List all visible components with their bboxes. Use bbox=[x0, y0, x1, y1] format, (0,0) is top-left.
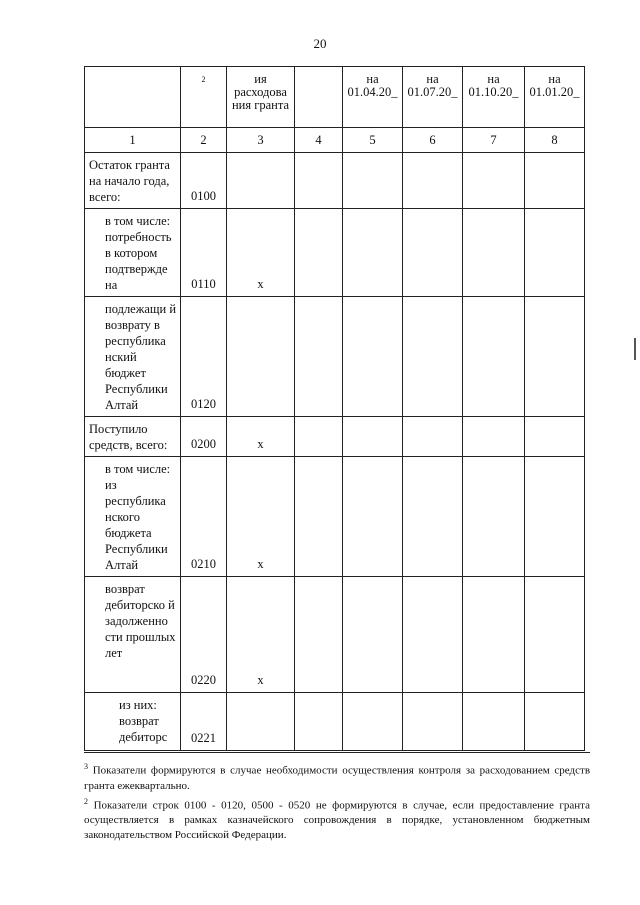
table-row bbox=[85, 209, 585, 297]
header-cell-7: на 01.10.20_ bbox=[463, 67, 525, 128]
cell bbox=[343, 693, 403, 751]
row-mark: х bbox=[227, 209, 295, 297]
cell bbox=[463, 417, 525, 457]
row-code: 0210 bbox=[181, 457, 227, 577]
header-cell-4 bbox=[295, 67, 343, 128]
table-row bbox=[85, 457, 585, 577]
row-mark: х bbox=[227, 577, 295, 693]
footnotes bbox=[84, 752, 590, 843]
row-label: из них: возврат дебиторс bbox=[85, 693, 181, 751]
row-code: 0120 bbox=[181, 297, 227, 417]
row-code: 0220 bbox=[181, 577, 227, 693]
cell bbox=[295, 153, 343, 209]
cell bbox=[525, 457, 585, 577]
cell bbox=[343, 417, 403, 457]
cell bbox=[525, 577, 585, 693]
header-cell-8: на 01.01.20_ bbox=[525, 67, 585, 128]
cell bbox=[525, 153, 585, 209]
header-cell-2 bbox=[181, 67, 227, 128]
cell bbox=[343, 297, 403, 417]
row-code: 0221 bbox=[181, 693, 227, 751]
scan-edge-mark bbox=[634, 338, 636, 360]
column-number: 3 bbox=[227, 128, 295, 153]
cell bbox=[525, 417, 585, 457]
footnote-3-mark: 3 bbox=[84, 762, 88, 771]
cell bbox=[295, 209, 343, 297]
row-code: 0110 bbox=[181, 209, 227, 297]
table-row bbox=[85, 417, 585, 457]
cell bbox=[463, 297, 525, 417]
cell bbox=[295, 693, 343, 751]
header-cell-5: на 01.04.20_ bbox=[343, 67, 403, 128]
cell bbox=[295, 417, 343, 457]
cell bbox=[295, 577, 343, 693]
row-code: 0100 bbox=[181, 153, 227, 209]
column-number: 2 bbox=[181, 128, 227, 153]
row-label: Остаток гранта на начало года, всего: bbox=[85, 153, 181, 209]
table-row bbox=[85, 297, 585, 417]
cell bbox=[463, 209, 525, 297]
cell bbox=[463, 577, 525, 693]
row-mark bbox=[227, 693, 295, 751]
row-mark bbox=[227, 297, 295, 417]
cell bbox=[295, 457, 343, 577]
footnote-divider bbox=[84, 752, 590, 753]
row-label: возврат дебиторско й задолженно сти прошлых лет bbox=[85, 577, 181, 693]
cell bbox=[525, 297, 585, 417]
header-row bbox=[85, 67, 585, 128]
cell bbox=[463, 153, 525, 209]
column-number: 4 bbox=[295, 128, 343, 153]
column-number: 5 bbox=[343, 128, 403, 153]
row-label: подлежащи й возврату в республика нский бюджет Республики Алтай bbox=[85, 297, 181, 417]
page-number: 20 bbox=[313, 36, 327, 51]
column-number-row bbox=[85, 128, 585, 153]
column-number: 1 bbox=[85, 128, 181, 153]
row-mark: х bbox=[227, 457, 295, 577]
header-cell-1 bbox=[85, 67, 181, 128]
table-row bbox=[85, 153, 585, 209]
row-label: Поступило средств, всего: bbox=[85, 417, 181, 457]
header-cell-3: ия расходова ния гранта bbox=[227, 67, 295, 128]
cell bbox=[343, 457, 403, 577]
row-label: в том числе: потребность в котором подтвержде на bbox=[85, 209, 181, 297]
column-number: 7 bbox=[463, 128, 525, 153]
cell bbox=[403, 457, 463, 577]
cell bbox=[525, 693, 585, 751]
cell bbox=[343, 209, 403, 297]
row-code: 0200 bbox=[181, 417, 227, 457]
grant-report-table bbox=[84, 66, 585, 751]
cell bbox=[343, 153, 403, 209]
row-mark: х bbox=[227, 417, 295, 457]
header-footnote-mark: 2 bbox=[201, 75, 206, 84]
footnote-2-mark: 2 bbox=[84, 796, 88, 806]
cell bbox=[463, 693, 525, 751]
cell bbox=[403, 693, 463, 751]
table-row bbox=[85, 577, 585, 693]
row-mark bbox=[227, 153, 295, 209]
cell bbox=[525, 209, 585, 297]
cell bbox=[403, 209, 463, 297]
footnote-3-text: Показатели формируются в случае необходимости осуществления контроля за расходованием средств гранта ежеквартально. bbox=[84, 764, 591, 792]
footnote-2-text: Показатели строк 0100 - 0120, 0500 - 0520 не формируются в случае, если предоставление гранта осуществляется в рамках казначейского сопровождения в порядке, установленном бюджетным законодательством Российской Федерации. bbox=[84, 799, 590, 842]
cell bbox=[295, 297, 343, 417]
column-number: 8 bbox=[525, 128, 585, 153]
cell bbox=[463, 457, 525, 577]
header-cell-6: на 01.07.20_ bbox=[403, 67, 463, 128]
cell bbox=[403, 153, 463, 209]
cell bbox=[403, 417, 463, 457]
table-row bbox=[85, 693, 585, 751]
column-number: 6 bbox=[403, 128, 463, 153]
footnote-2 bbox=[84, 794, 590, 844]
footnote-3 bbox=[84, 759, 590, 794]
row-label: в том числе: из республика нского бюджета Республики Алтай bbox=[85, 457, 181, 577]
cell bbox=[403, 297, 463, 417]
cell bbox=[343, 577, 403, 693]
cell bbox=[403, 577, 463, 693]
